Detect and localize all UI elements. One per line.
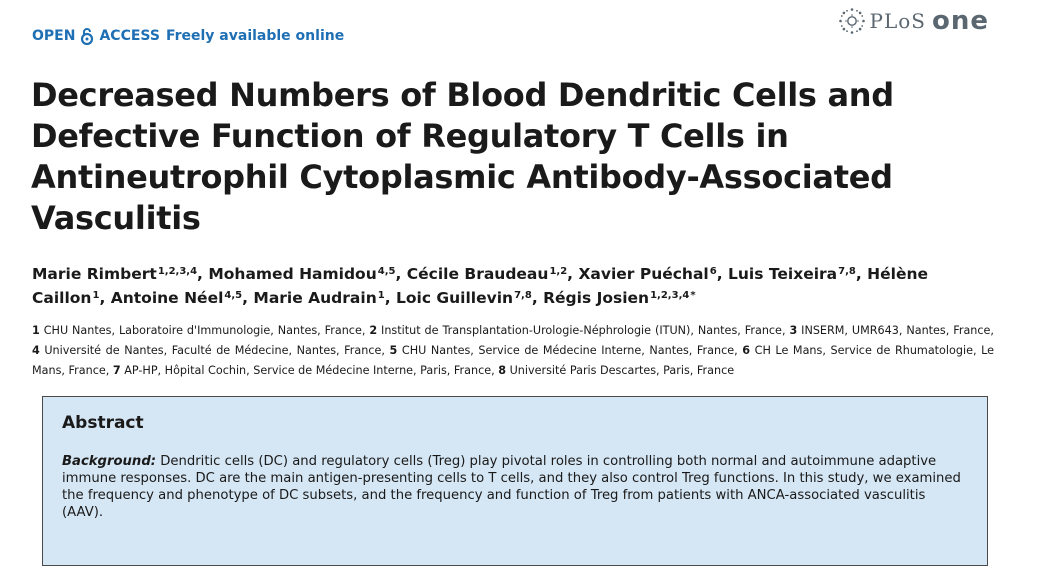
affiliation-text: CHU Nantes, Laboratoire d'Immunologie, Nantes, France, — [39, 324, 366, 337]
author-name[interactable]: Mohamed Hamidou$^{4,5}$ — [208, 265, 396, 283]
affiliation-number: 6 — [742, 344, 751, 357]
author-name[interactable]: Marie Audrain$^1$ — [253, 289, 385, 307]
affiliation-number: 4 — [32, 344, 40, 357]
affiliation-number: 5 — [389, 344, 398, 357]
affiliation-text: Université Paris Descartes, Paris, France — [506, 364, 735, 377]
author-affiliation-marker: 1 — [377, 290, 385, 301]
affiliation-text: AP-HP, Hôpital Cochin, Service de Médecine Interne, Paris, France, — [120, 364, 495, 377]
affiliation-text: INSERM, UMR643, Nantes, France, — [797, 324, 994, 337]
open-lock-icon — [80, 27, 94, 45]
affiliation-list — [32, 321, 994, 381]
plos-wordmark: PLoS — [869, 9, 926, 33]
affiliation-text: Université de Nantes, Faculté de Médecine, Nantes, France, — [39, 344, 385, 357]
background-text: Dendritic cells (DC) and regulatory cells (Treg) play pivotal roles in controlling both normal and autoimmune adaptive immune responses. DC are the main antigen-presenting cells to T cells, and they also control Treg functions. In this study, we examined the frequency and phenotype of DC subsets, and the frequency and function of Treg from patients with ANCA-associated vasculitis (AAV). — [62, 454, 961, 520]
author-affiliation-marker: 4,5 — [377, 266, 396, 277]
author-affiliation-marker: 7,8 — [838, 266, 856, 277]
author-name[interactable]: Régis Josien$^{1,2,3,4*}$ — [543, 289, 696, 307]
open-access-banner — [32, 27, 344, 45]
access-label: ACCESS — [99, 28, 160, 44]
author-affiliation-marker: 1 — [92, 290, 100, 301]
author-name[interactable]: Cécile Braudeau$^{1,2}$ — [406, 265, 568, 283]
affiliation-number: 8 — [498, 364, 507, 377]
author-name[interactable]: Antoine Néel$^{4,5}$ — [110, 289, 243, 307]
background-label: Background: — [62, 454, 157, 469]
abstract-heading: Abstract — [62, 413, 144, 433]
author-name[interactable]: Marie Rimbert$^{1,2,3,4}$ — [32, 265, 198, 283]
author-affiliation-marker: 1,2 — [549, 266, 568, 277]
author-affiliation-marker: 1,2,3,4 — [157, 266, 198, 277]
affiliation-number: 3 — [789, 324, 798, 337]
freely-available-label: Freely available online — [165, 28, 345, 44]
affiliation-text: Institut de Transplantation-Urologie-Néphrologie (ITUN), Nantes, France, — [377, 324, 786, 337]
plos-one-logo[interactable] — [838, 6, 990, 36]
author-affiliation-marker: 1,2,3,4 — [650, 290, 690, 301]
author-name[interactable]: Loic Guillevin$^{7,8}$ — [396, 289, 532, 307]
one-wordmark: one — [931, 6, 989, 36]
author-affiliation-marker: 4,5 — [224, 290, 243, 301]
author-list: Marie Rimbert$^{1,2,3,4}$, Mohamed Hamidou$^{4,5}$, Cécile Braudeau$^{1,2}$, Xavier Puéchal$^6$, Luis Teixeira$^{7,8}$, Hélène Caillon$^1$, Antoine Néel$^{4,5}$, Marie Audrain$^1$, Loic Guillevin$^{7,8}$, Régis Josien$^{1,2,3,4*}$ — [32, 265, 929, 307]
corresponding-author-marker: * — [690, 290, 696, 301]
abstract-background — [62, 453, 967, 521]
author-name[interactable]: Xavier Puéchal$^6$ — [578, 265, 717, 283]
affiliation-number: 1 — [32, 324, 40, 337]
affiliation-text: CH Le Mans, Service de Rhumatologie, Le Mans, France, — [32, 344, 994, 377]
author-affiliation-marker: 7,8 — [514, 290, 532, 301]
author-name[interactable]: Luis Teixeira$^{7,8}$ — [728, 265, 856, 283]
affiliation-number: 2 — [369, 324, 378, 337]
affiliation-number: 7 — [112, 364, 121, 377]
affiliation-text: CHU Nantes, Service de Médecine Interne, Nantes, France, — [397, 344, 738, 357]
abstract-box — [42, 396, 988, 566]
open-label: OPEN — [32, 28, 76, 44]
article-title: Decreased Numbers of Blood Dendritic Cells and Defective Function of Regulatory T Cells in Antineutrophil Cytoplasmic Antibody-Associated Vasculitis — [31, 76, 894, 237]
plos-sunburst-icon — [838, 7, 866, 35]
author-name[interactable]: Hélène Caillon$^1$ — [32, 265, 929, 307]
author-affiliation-marker: 6 — [709, 266, 717, 277]
